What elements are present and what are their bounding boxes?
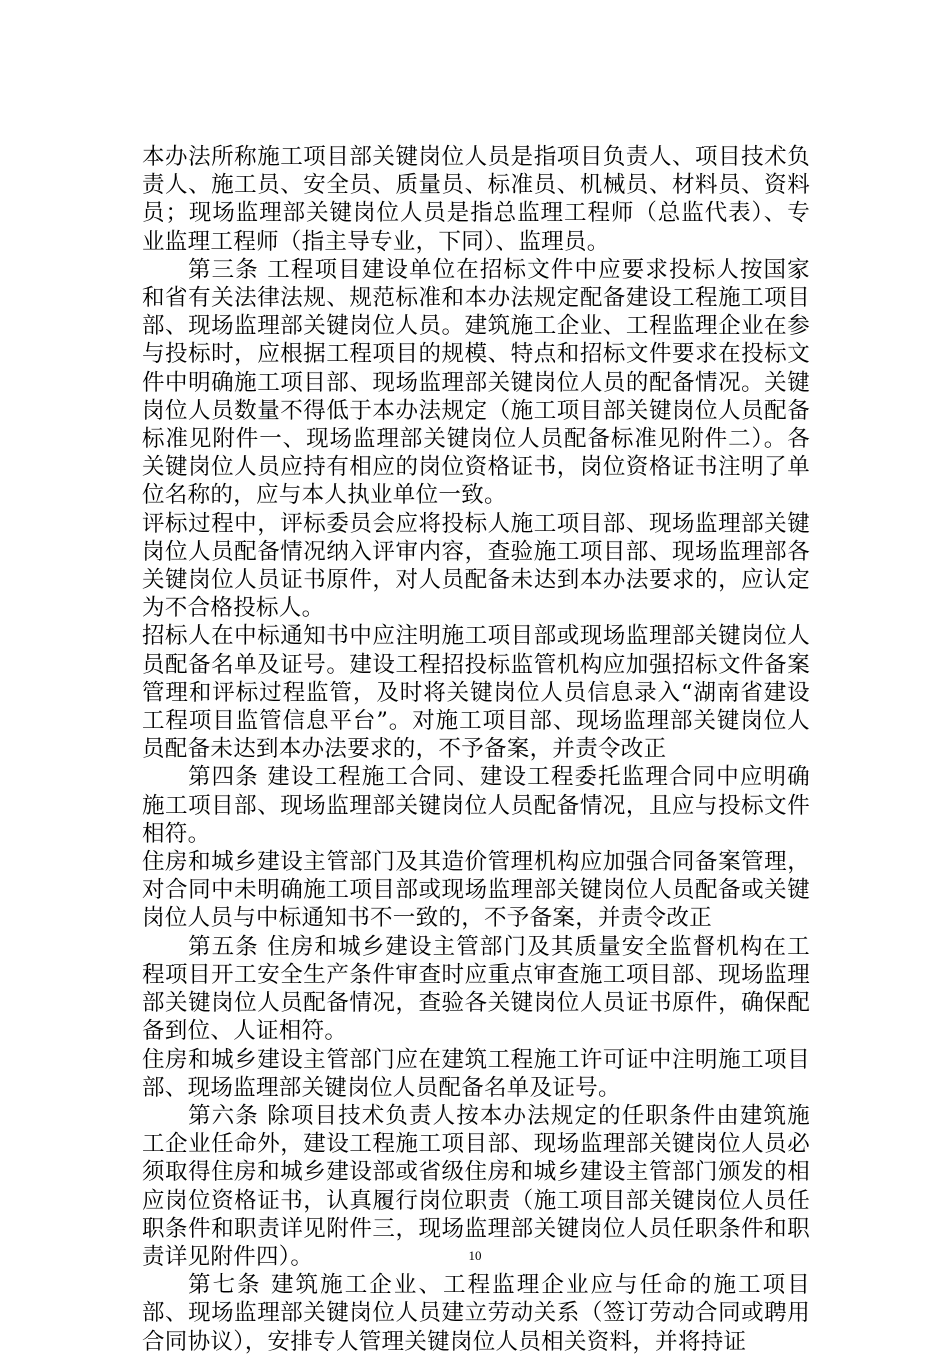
paragraph-article-6: 第六条 除项目技术负责人按本办法规定的任职条件由建筑施工企业任命外，建设工程施工项目部、现场监理部关键岗位人员必须取得住房和城乡建设部或省级住房和城乡建设主管部门颁发的相应岗位资格证书，认真履行岗位职责（施工项目部关键岗位人员任职条件和职责详见附件三，现场监理部关键岗位人员任职条件和职责详见附件四）。 xyxy=(142,1102,810,1270)
paragraph-bid-evaluation: 评标过程中，评标委员会应将投标人施工项目部、现场监理部关键岗位人员配备情况纳入评审内容，查验施工项目部、现场监理部各关键岗位人员证书原件，对人员配备未达到本办法要求的，应认定为不合格投标人。 xyxy=(142,510,810,622)
paragraph-contract-filing: 住房和城乡建设主管部门及其造价管理机构应加强合同备案管理，对合同中未明确施工项目部或现场监理部关键岗位人员配备或关键岗位人员与中标通知书不一致的，不予备案，并责令改正 xyxy=(142,849,810,932)
paragraph-article-7: 第七条 建筑施工企业、工程监理企业应与任命的施工项目部、现场监理部关键岗位人员建立劳动关系（签订劳动合同或聘用合同协议），安排专人管理关键岗位人员相关资料，并将持证 xyxy=(142,1272,810,1355)
document-body xyxy=(142,143,810,1356)
paragraph-construction-permit: 住房和城乡建设主管部门应在建筑工程施工许可证中注明施工项目部、现场监理部关键岗位人员配备名单及证号。 xyxy=(142,1046,810,1101)
paragraph-scope-definition: 本办法所称施工项目部关键岗位人员是指项目负责人、项目技术负责人、施工员、安全员、质量员、标准员、机械员、材料员、资料员；现场监理部关键岗位人员是指总监理工程师（总监代表）、专业监理工程师（指主导专业，下同）、监理员。 xyxy=(142,144,810,255)
page-number: 10 xyxy=(468,1248,482,1263)
paragraph-article-4: 第四条 建设工程施工合同、建设工程委托监理合同中应明确施工项目部、现场监理部关键岗位人员配备情况，且应与投标文件相符。 xyxy=(142,764,810,847)
paragraph-article-5: 第五条 住房和城乡建设主管部门及其质量安全监督机构在工程项目开工安全生产条件审查时应重点审查施工项目部、现场监理部关键岗位人员配备情况，查验各关键岗位人员证书原件，确保配备到位、人证相符。 xyxy=(142,933,810,1045)
paragraph-article-3: 第三条 工程项目建设单位在招标文件中应要求投标人按国家和省有关法律法规、规范标准和本办法规定配备建设工程施工项目部、现场监理部关键岗位人员。建筑施工企业、工程监理企业在参与投标时，应根据工程项目的规模、特点和招标文件要求在投标文件中明确施工项目部、现场监理部关键岗位人员的配备情况。关键岗位人员数量不得低于本办法规定（施工项目部关键岗位人员配备标准见附件一、现场监理部关键岗位人员配备标准见附件二）。各关键岗位人员应持有相应的岗位资格证书，岗位资格证书注明了单位名称的，应与本人执业单位一致。 xyxy=(142,256,810,509)
paragraph-award-notice: 招标人在中标通知书中应注明施工项目部或现场监理部关键岗位人员配备名单及证号。建设工程招投标监管机构应加强招标文件备案管理和评标过程监管，及时将关键岗位人员信息录入“湖南省建设工程项目监管信息平台”。对施工项目部、现场监理部关键岗位人员配备未达到本办法要求的，不予备案，并责令改正 xyxy=(142,623,810,763)
